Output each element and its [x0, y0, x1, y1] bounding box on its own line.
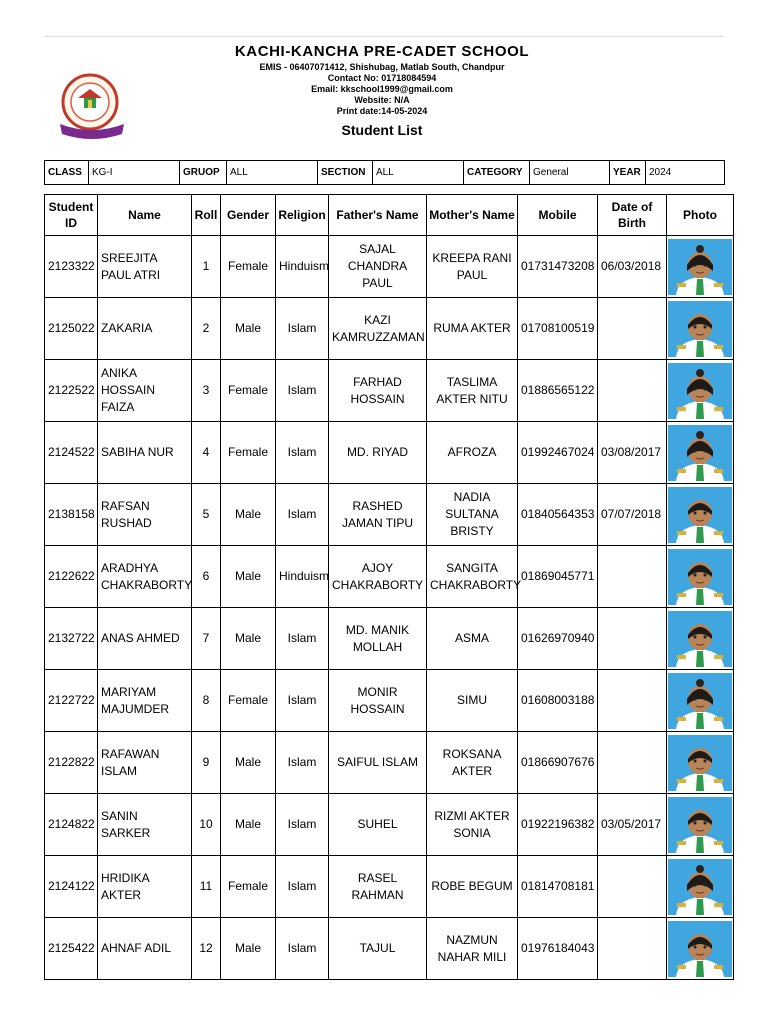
student-id-cell: 2122722 [45, 670, 98, 732]
father-name-cell: MD. RIYAD [329, 422, 427, 484]
category-label: CATEGORY [464, 161, 530, 185]
mother-name-cell: RIZMI AKTER SONIA [427, 794, 518, 856]
mobile-cell: 01814708181 [518, 856, 598, 918]
roll-cell: 9 [192, 732, 221, 794]
class-label: CLASS [45, 161, 89, 185]
religion-cell: Islam [276, 608, 329, 670]
student-id-cell: 2122822 [45, 732, 98, 794]
religion-cell: Islam [276, 298, 329, 360]
mother-name-cell: NADIA SULTANA BRISTY [427, 484, 518, 546]
school-header [150, 42, 614, 139]
table-row [45, 732, 734, 794]
date-of-birth-cell [598, 732, 667, 794]
father-name-cell: RASEL RAHMAN [329, 856, 427, 918]
student-photo-icon [668, 859, 732, 915]
roll-cell: 7 [192, 608, 221, 670]
student-name-cell: ANIKA HOSSAIN FAIZA [98, 360, 192, 422]
mother-name-cell: TASLIMA AKTER NITU [427, 360, 518, 422]
student-name-cell: RAFAWAN ISLAM [98, 732, 192, 794]
student-id-cell: 2124822 [45, 794, 98, 856]
student-photo-cell [667, 422, 734, 484]
student-photo-icon [668, 239, 732, 295]
website-line: Website: N/A [354, 95, 410, 105]
col-date-of-birth: Date of Birth [598, 195, 667, 236]
father-name-cell: SAIFUL ISLAM [329, 732, 427, 794]
category-value: General [530, 161, 610, 185]
class-value: KG-I [89, 161, 180, 185]
table-row [45, 918, 734, 980]
section-label: SECTION [318, 161, 373, 185]
table-header-row [45, 195, 734, 236]
roll-cell: 10 [192, 794, 221, 856]
student-name-cell: ZAKARIA [98, 298, 192, 360]
roll-cell: 5 [192, 484, 221, 546]
student-id-cell: 2124522 [45, 422, 98, 484]
student-photo-cell [667, 236, 734, 298]
gender-cell: Male [221, 918, 276, 980]
year-label: YEAR [610, 161, 646, 185]
filter-bar [44, 160, 725, 185]
student-id-cell: 2122522 [45, 360, 98, 422]
col-photo: Photo [667, 195, 734, 236]
col-religion: Religion [276, 195, 329, 236]
student-id-cell: 2122622 [45, 546, 98, 608]
col-gender: Gender [221, 195, 276, 236]
student-table [44, 194, 734, 980]
mobile-cell: 01992467024 [518, 422, 598, 484]
gender-cell: Female [221, 236, 276, 298]
father-name-cell: SAJAL CHANDRA PAUL [329, 236, 427, 298]
student-photo-icon [668, 611, 732, 667]
student-photo-icon [668, 797, 732, 853]
student-photo-cell [667, 794, 734, 856]
gender-cell: Male [221, 608, 276, 670]
father-name-cell: FARHAD HOSSAIN [329, 360, 427, 422]
mother-name-cell: KREEPA RANI PAUL [427, 236, 518, 298]
mobile-cell: 01626970940 [518, 608, 598, 670]
mother-name-cell: ASMA [427, 608, 518, 670]
date-of-birth-cell [598, 856, 667, 918]
col-roll: Roll [192, 195, 221, 236]
gender-cell: Male [221, 794, 276, 856]
gender-cell: Male [221, 546, 276, 608]
roll-cell: 6 [192, 546, 221, 608]
gender-cell: Female [221, 422, 276, 484]
mobile-cell: 01840564353 [518, 484, 598, 546]
date-of-birth-cell [598, 670, 667, 732]
date-of-birth-cell: 03/05/2017 [598, 794, 667, 856]
date-of-birth-cell [598, 298, 667, 360]
col-name: Name [98, 195, 192, 236]
section-value: ALL [373, 161, 464, 185]
father-name-cell: MONIR HOSSAIN [329, 670, 427, 732]
table-row [45, 422, 734, 484]
mother-name-cell: AFROZA [427, 422, 518, 484]
student-photo-cell [667, 546, 734, 608]
father-name-cell: RASHED JAMAN TIPU [329, 484, 427, 546]
student-photo-icon [668, 549, 732, 605]
student-name-cell: MARIYAM MAJUMDER [98, 670, 192, 732]
date-of-birth-cell [598, 918, 667, 980]
student-photo-cell [667, 298, 734, 360]
roll-cell: 2 [192, 298, 221, 360]
date-of-birth-cell: 06/03/2018 [598, 236, 667, 298]
date-of-birth-cell [598, 546, 667, 608]
gender-cell: Female [221, 670, 276, 732]
group-value: ALL [227, 161, 318, 185]
student-name-cell: SREEJITA PAUL ATRI [98, 236, 192, 298]
student-photo-cell [667, 484, 734, 546]
school-name: KACHI-KANCHA PRE-CADET SCHOOL [234, 43, 530, 60]
student-photo-cell [667, 918, 734, 980]
student-id-cell: 2125022 [45, 298, 98, 360]
student-name-cell: RAFSAN RUSHAD [98, 484, 192, 546]
student-photo-icon [668, 301, 732, 357]
table-row [45, 236, 734, 298]
col-mother-name: Mother's Name [427, 195, 518, 236]
father-name-cell: AJOY CHAKRABORTY [329, 546, 427, 608]
mobile-cell: 01976184043 [518, 918, 598, 980]
col-mobile: Mobile [518, 195, 598, 236]
roll-cell: 4 [192, 422, 221, 484]
date-of-birth-cell: 03/08/2017 [598, 422, 667, 484]
print-date: Print date:14-05-2024 [336, 106, 428, 116]
table-row [45, 794, 734, 856]
gender-cell: Female [221, 856, 276, 918]
religion-cell: Islam [276, 918, 329, 980]
date-of-birth-cell [598, 608, 667, 670]
student-id-cell: 2125422 [45, 918, 98, 980]
father-name-cell: SUHEL [329, 794, 427, 856]
mobile-cell: 01886565122 [518, 360, 598, 422]
table-row [45, 298, 734, 360]
roll-cell: 3 [192, 360, 221, 422]
mother-name-cell: SIMU [427, 670, 518, 732]
table-row [45, 484, 734, 546]
roll-cell: 11 [192, 856, 221, 918]
date-of-birth-cell [598, 360, 667, 422]
group-label: GRUOP [180, 161, 227, 185]
page-title: Student List [341, 122, 423, 138]
table-row [45, 856, 734, 918]
mobile-cell: 01708100519 [518, 298, 598, 360]
date-of-birth-cell: 07/07/2018 [598, 484, 667, 546]
student-photo-icon [668, 921, 732, 977]
student-id-cell: 2123322 [45, 236, 98, 298]
mobile-cell: 01608003188 [518, 670, 598, 732]
table-row [45, 608, 734, 670]
student-photo-icon [668, 673, 732, 729]
mother-name-cell: SANGITA CHAKRABORTY [427, 546, 518, 608]
religion-cell: Islam [276, 360, 329, 422]
student-photo-icon [668, 487, 732, 543]
religion-cell: Hinduism [276, 236, 329, 298]
student-photo-cell [667, 608, 734, 670]
top-divider [44, 36, 724, 37]
col-student-id: Student ID [45, 195, 98, 236]
religion-cell: Islam [276, 732, 329, 794]
school-logo-icon [56, 72, 128, 140]
gender-cell: Male [221, 298, 276, 360]
student-photo-cell [667, 732, 734, 794]
religion-cell: Islam [276, 794, 329, 856]
religion-cell: Islam [276, 422, 329, 484]
student-name-cell: ARADHYA CHAKRABORTY [98, 546, 192, 608]
gender-cell: Male [221, 732, 276, 794]
roll-cell: 12 [192, 918, 221, 980]
roll-cell: 1 [192, 236, 221, 298]
table-row [45, 546, 734, 608]
religion-cell: Islam [276, 670, 329, 732]
mother-name-cell: RUMA AKTER [427, 298, 518, 360]
student-name-cell: HRIDIKA AKTER [98, 856, 192, 918]
contact-line: Contact No: 01718084594 [327, 73, 437, 83]
table-row [45, 670, 734, 732]
student-id-cell: 2132722 [45, 608, 98, 670]
mother-name-cell: NAZMUN NAHAR MILI [427, 918, 518, 980]
mobile-cell: 01869045771 [518, 546, 598, 608]
gender-cell: Male [221, 484, 276, 546]
student-photo-cell [667, 360, 734, 422]
mobile-cell: 01866907676 [518, 732, 598, 794]
religion-cell: Islam [276, 484, 329, 546]
student-id-cell: 2124122 [45, 856, 98, 918]
year-value: 2024 [646, 161, 725, 185]
father-name-cell: TAJUL [329, 918, 427, 980]
student-photo-cell [667, 670, 734, 732]
student-photo-icon [668, 735, 732, 791]
student-id-cell: 2138158 [45, 484, 98, 546]
table-row [45, 360, 734, 422]
emis-line: EMIS - 06407071412, Shishubag, Matlab South, Chandpur [259, 62, 505, 72]
religion-cell: Islam [276, 856, 329, 918]
student-name-cell: SANIN SARKER [98, 794, 192, 856]
mother-name-cell: ROBE BEGUM [427, 856, 518, 918]
mother-name-cell: ROKSANA AKTER [427, 732, 518, 794]
religion-cell: Hinduism [276, 546, 329, 608]
student-name-cell: AHNAF ADIL [98, 918, 192, 980]
student-name-cell: ANAS AHMED [98, 608, 192, 670]
mobile-cell: 01731473208 [518, 236, 598, 298]
mobile-cell: 01922196382 [518, 794, 598, 856]
roll-cell: 8 [192, 670, 221, 732]
student-photo-icon [668, 425, 732, 481]
email-line: Email: kkschool1999@gmail.com [311, 84, 453, 94]
student-photo-cell [667, 856, 734, 918]
student-photo-icon [668, 363, 732, 419]
gender-cell: Female [221, 360, 276, 422]
col-father-name: Father's Name [329, 195, 427, 236]
student-name-cell: SABIHA NUR [98, 422, 192, 484]
father-name-cell: KAZI KAMRUZZAMAN [329, 298, 427, 360]
father-name-cell: MD. MANIK MOLLAH [329, 608, 427, 670]
